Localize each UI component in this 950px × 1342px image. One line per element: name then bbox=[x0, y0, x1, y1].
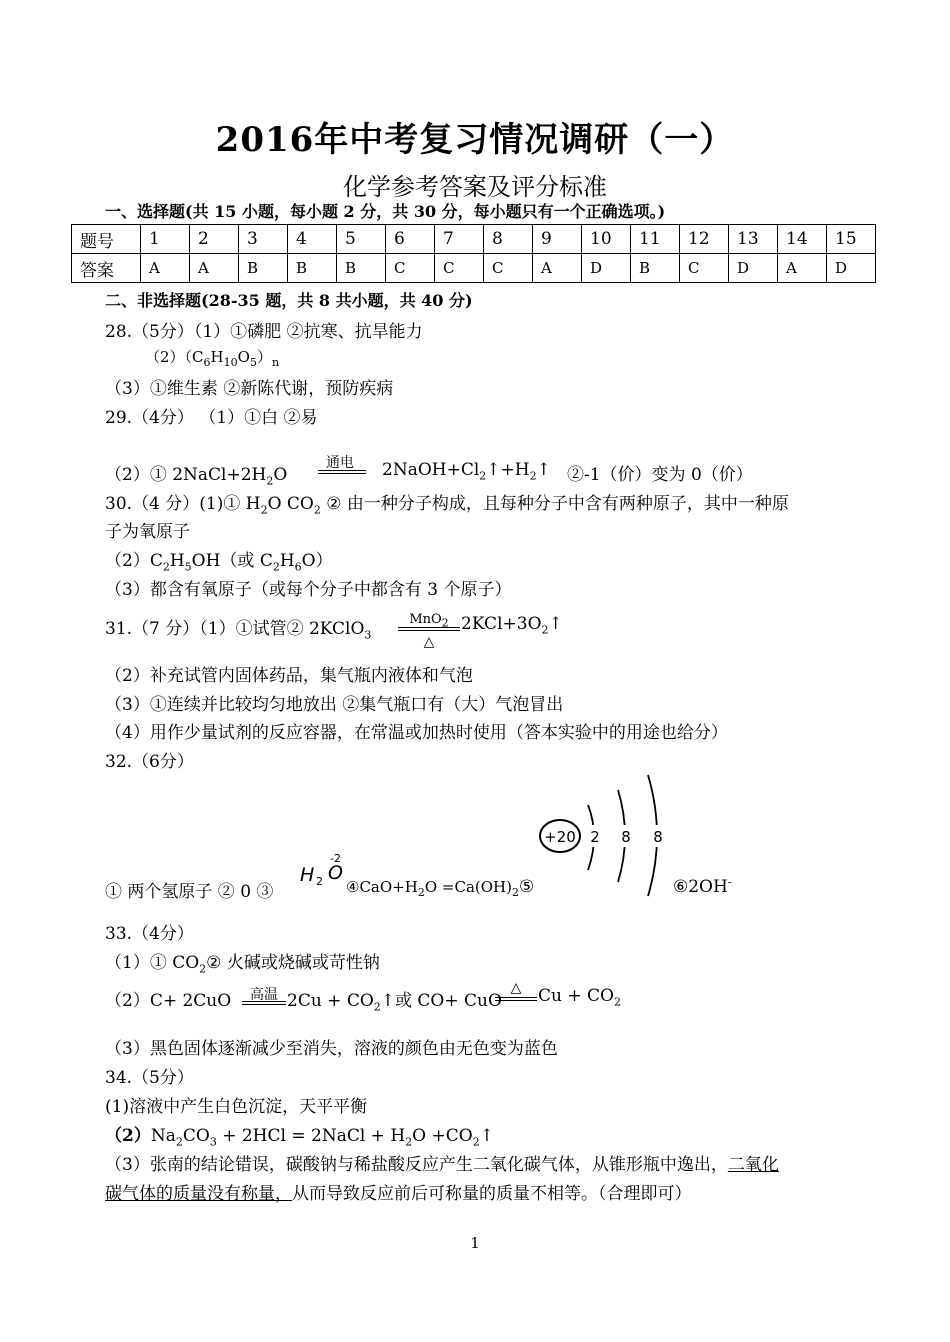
reaction-condition-heat: △ bbox=[510, 980, 522, 996]
cell-answer: A bbox=[190, 254, 239, 283]
cell-answer: B bbox=[337, 254, 386, 283]
cell-answer: B bbox=[288, 254, 337, 283]
cell-number: 11 bbox=[631, 225, 680, 254]
cell-answer: B bbox=[631, 254, 680, 283]
q29-line1: 29.（4分） （1）①白 ②易 bbox=[105, 408, 318, 428]
formula-h: H bbox=[300, 864, 315, 886]
cell-number: 8 bbox=[484, 225, 533, 254]
cell-number: 13 bbox=[729, 225, 778, 254]
cell-number: 12 bbox=[680, 225, 729, 254]
row-label-answer: 答案 bbox=[72, 254, 141, 283]
q29-line2-products: $2NaOH+Cl_2↑+H_2↑$ bbox=[382, 460, 551, 483]
cell-number: 1 bbox=[141, 225, 190, 254]
reaction-equals-sign bbox=[318, 470, 366, 474]
reaction-condition-high-temp: 高温 bbox=[250, 987, 278, 1003]
reaction-condition-catalyst: MnO$_2$ bbox=[409, 612, 449, 630]
cell-number: 2 bbox=[190, 225, 239, 254]
cell-answer: C bbox=[484, 254, 533, 283]
cell-number: 6 bbox=[386, 225, 435, 254]
shell-electrons: 8 bbox=[621, 828, 631, 846]
q31-line2: （2）补充试管内固体药品，集气瓶内液体和气泡 bbox=[105, 666, 473, 686]
q28-line3: （3）①维生素 ②新陈代谢，预防疾病 bbox=[105, 379, 394, 399]
table-row-answers bbox=[72, 254, 876, 283]
q30-line2: 子为氧原子 bbox=[105, 522, 190, 542]
reaction-condition-heat: △ bbox=[423, 634, 435, 650]
q33-line3-mid: $2Cu + CO_2↑$或 CO+ CuO bbox=[287, 991, 502, 1014]
cell-number: 14 bbox=[778, 225, 827, 254]
table-row-numbers bbox=[72, 225, 876, 254]
q31-line1: 31.（7 分）（1）①试管② 2KClO$_3$ bbox=[105, 619, 372, 642]
q33-line1: 33.（4分） bbox=[105, 924, 194, 944]
q34-line3: $(2)Na_2CO_3 + 2HCl$ = 2NaCl + $H_2O$ $+CO_2↑$ bbox=[105, 1126, 494, 1149]
q30-line3: $(2)C_2H_5OH$（或 $C_2H_6O$） bbox=[105, 551, 333, 574]
q31-line3: （3）①连续并比较均匀地放出 ②集气瓶口有（大）气泡冒出 bbox=[105, 695, 564, 715]
shell-electrons: 2 bbox=[590, 828, 600, 846]
cell-number: 5 bbox=[337, 225, 386, 254]
cell-answer: D bbox=[729, 254, 778, 283]
section-1-heading: 一、选择题(共 15 小题，每小题 2 分，共 30 分，每小题只有一个正确选项。) bbox=[105, 202, 666, 221]
cell-number: 10 bbox=[582, 225, 631, 254]
cell-number: 7 bbox=[435, 225, 484, 254]
q34-line2: (1)溶液中产生白色沉淀，天平平衡 bbox=[105, 1097, 368, 1117]
q34-line1: 34.（5分） bbox=[105, 1068, 194, 1088]
calcium-ion-structure-diagram bbox=[530, 770, 680, 900]
q34-line4: （3）张南的结论错误，碳酸钠与稀盐酸反应产生二氧化碳气体，从锥形瓶中逸出，二氧化 bbox=[105, 1155, 779, 1175]
q31-line4: （4）用作少量试剂的反应容器，在常温或加热时使用（答本实验中的用途也给分） bbox=[105, 723, 728, 743]
q32-line1: 32.（6分） bbox=[105, 752, 194, 772]
q32-equation: $④CaO+H_2O$ $=Ca(OH)_2⑤$ bbox=[346, 877, 535, 899]
cell-answer: C bbox=[386, 254, 435, 283]
cell-answer: C bbox=[435, 254, 484, 283]
q28-line2: $(2)(C_6H_{10}O_5)_n$ bbox=[145, 348, 280, 369]
valence-label: -2 bbox=[330, 852, 341, 865]
q32-hydroxide: ⑥2OH- bbox=[673, 875, 732, 897]
nucleus-charge: +20 bbox=[544, 828, 576, 846]
q29-line2-valence: ②-1（价）变为 0（价） bbox=[567, 465, 753, 485]
q30-line1: 30.（4 分）(1)① $H_2O$ $CO_2$ ② 由一种分子构成，且每种分子中含有两种原子，其中一种原 bbox=[105, 494, 789, 517]
q30-line4: （3）都含有氧原子（或每个分子中都含有 3 个原子） bbox=[105, 580, 512, 600]
section-2-heading: 二、非选择题(28-35 题，共 8 共小题，共 40 分) bbox=[105, 291, 473, 310]
cell-number: 4 bbox=[288, 225, 337, 254]
q33-line3-end: $Cu + CO_2$ bbox=[538, 986, 621, 1009]
reaction-equals-sign bbox=[398, 627, 460, 631]
cell-answer: B bbox=[239, 254, 288, 283]
cell-number: 9 bbox=[533, 225, 582, 254]
answer-table bbox=[71, 224, 876, 283]
cell-number: 3 bbox=[239, 225, 288, 254]
q33-line2: （1）① $CO_2②$ 火碱或烧碱或苛性钠 bbox=[105, 953, 380, 976]
q33-line4: （3）黑色固体逐渐减少至消失，溶液的颜色由无色变为蓝色 bbox=[105, 1039, 558, 1059]
reaction-equals-sign bbox=[242, 1001, 286, 1005]
page-subtitle: 化学参考答案及评分标准 bbox=[343, 173, 607, 201]
q34-line5: 碳气体的质量没有称量，从而导致反应前后可称量的质量不相等。（合理即可） bbox=[105, 1184, 692, 1204]
cell-number: 15 bbox=[827, 225, 876, 254]
q32-line2: ① 两个氢原子 ② 0 ③ bbox=[105, 882, 274, 902]
reaction-condition-electrolysis: 通电 bbox=[326, 455, 354, 471]
cell-answer: A bbox=[141, 254, 190, 283]
q33-line3: （2）C+ 2CuO bbox=[105, 991, 232, 1011]
q29-line2: （2）① $2NaCl+2H_2O$ bbox=[105, 465, 288, 488]
water-oxygen-valence bbox=[300, 852, 346, 898]
reaction-equals-sign bbox=[495, 997, 537, 1001]
shell-electrons: 8 bbox=[653, 828, 663, 846]
q28-line1: 28.（5分）（1）①磷肥 ②抗寒、抗旱能力 bbox=[105, 322, 423, 342]
page-title: 2016年中考复习情况调研（一） bbox=[215, 120, 735, 160]
formula-o: O bbox=[328, 862, 343, 884]
page-number: 1 bbox=[470, 1234, 480, 1252]
q31-line1-products: $2KCl+3O_2↑$ bbox=[461, 614, 563, 637]
formula-sub: 2 bbox=[316, 875, 323, 888]
cell-answer: A bbox=[533, 254, 582, 283]
cell-answer: D bbox=[827, 254, 876, 283]
row-label-number: 题号 bbox=[72, 225, 141, 254]
cell-answer: D bbox=[582, 254, 631, 283]
cell-answer: A bbox=[778, 254, 827, 283]
cell-answer: C bbox=[680, 254, 729, 283]
